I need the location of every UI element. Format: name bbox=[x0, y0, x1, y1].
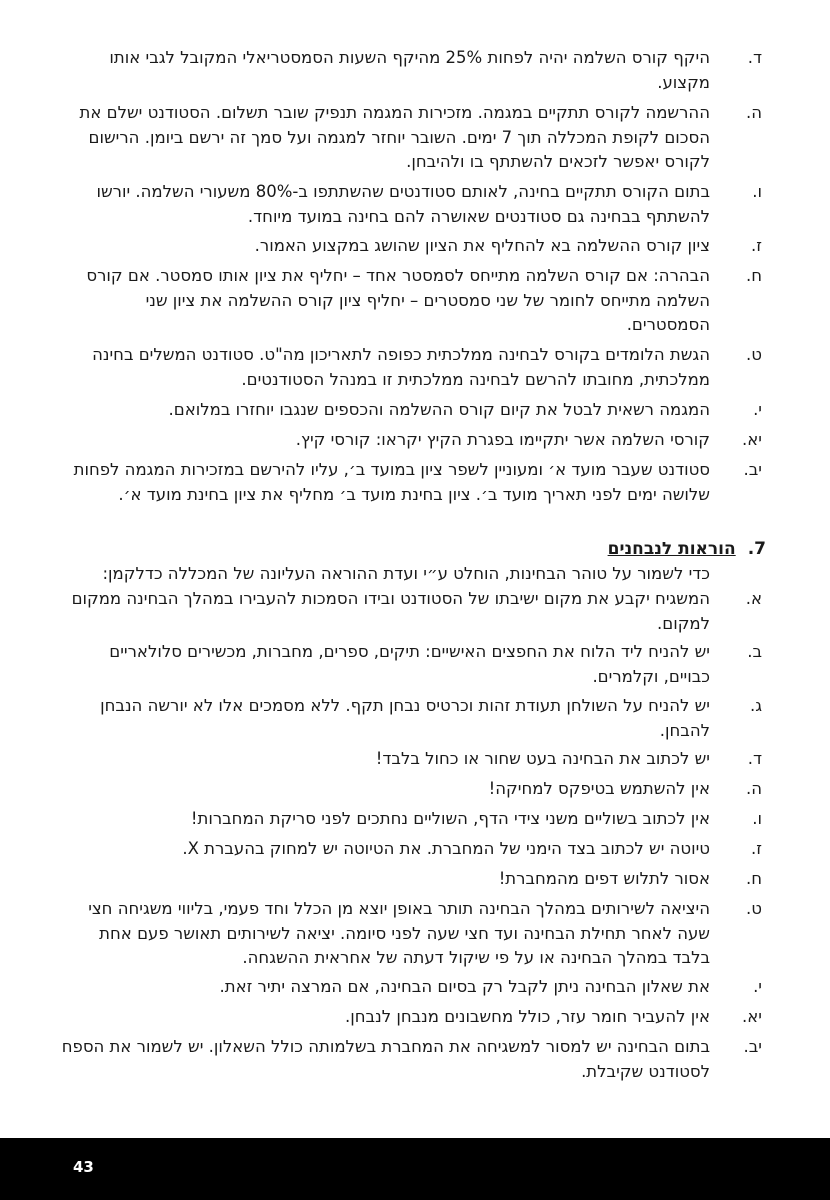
list-item bbox=[58, 180, 762, 229]
list-item-text: אין להעביר חומר עזר, כולל מחשבונים מנבחן לנבחן. bbox=[345, 1007, 710, 1026]
list-marker: ו. bbox=[752, 809, 762, 828]
list-marker: ו. bbox=[752, 182, 762, 201]
list-item-text: הגשת הלומדים בקורס לבחינה ממלכתית כפופה לתאריכון מה"ט. סטודנט המשלים בחינה ממלכתית, מחובתו להרשם לבחינה ממלכתית זו במנהל הסטודנטים. bbox=[92, 345, 710, 389]
list-marker: ב. bbox=[747, 642, 762, 661]
list-item-text: סטודנט שעבר מועד א׳ ומעוניין לשפר ציון במועד ב׳, עליו להירשם במזכירות המגמה לפחות שלושה ימים לפני תאריך מועד ב׳. ציון בחינת מועד ב׳ מחליף את ציון בחינת מועד א׳. bbox=[73, 460, 710, 504]
list-marker: ה. bbox=[745, 103, 762, 122]
list-item-text: היקף קורס השלמה יהיה לפחות 25% מהיקף השעות הסמסטריאלי המקובל לגבי אותו מקצוע. bbox=[109, 48, 710, 92]
list-marker: י. bbox=[753, 977, 762, 996]
list-marker: יב. bbox=[743, 1037, 762, 1056]
list-item-text: הבהרה: אם קורס השלמה מתייחס לסמסטר אחד – יחליף את ציון אותו סמסטר. אם קורס השלמה מתייחס לחומר של שני סמסטרים – יחליף ציון קורס ההשלמה את ציון שני הסמסטרים. bbox=[86, 266, 710, 334]
list-item bbox=[58, 343, 762, 392]
section-number: 7. bbox=[747, 539, 766, 559]
list-item bbox=[58, 398, 762, 423]
list-item bbox=[58, 1005, 762, 1030]
list-marker: ז. bbox=[751, 839, 762, 858]
list-marker: יב. bbox=[743, 460, 762, 479]
list-item bbox=[58, 587, 762, 636]
list-item-text: אין להשתמש בטיפקס למחיקה! bbox=[488, 779, 710, 798]
list-item-text: קורסי השלמה אשר יתקיימו בפגרת הקיץ יקראו: קורסי קיץ. bbox=[295, 430, 710, 449]
list-marker: יא. bbox=[742, 430, 762, 449]
list-item bbox=[58, 101, 762, 175]
page-number: 43 bbox=[73, 1158, 94, 1176]
list-item-text: אסור לתלוש דפים מהמחברת! bbox=[498, 869, 710, 888]
list-item-text: ההרשמה לקורס תתקיים במגמה. מזכירות המגמה תנפיק שובר תשלום. הסטודנט ישלם את הסכום לקופת המכללה תוך 7 ימים. השובר יוחזר למגמה ועל סמך זה ירשם ביומן. הרישום לקורס יאפשר לזכאים להשתתף בו ולהיבחן. bbox=[79, 103, 710, 171]
list-item-text: את שאלון הבחינה ניתן לקבל רק בסיום הבחינה, אם המרצה יתיר זאת. bbox=[219, 977, 710, 996]
list-marker: ד. bbox=[747, 48, 762, 67]
list-item bbox=[58, 777, 762, 802]
list-marker: יא. bbox=[742, 1007, 762, 1026]
list-marker: י. bbox=[753, 400, 762, 419]
list-item-text: היציאה לשירותים במהלך הבחינה תותר באופן יוצא מן הכלל וחד פעמי, בליווי משגיחה חצי שעה לאחר תחילת הבחינה ועד חצי שעה לפני סיומה. יציאה לשירותים תאושר פעם אחת בלבד במהלך הבחינה או על פי שיקול דעתה של אחראית ההשגחה. bbox=[88, 899, 710, 967]
list-item bbox=[58, 837, 762, 862]
list-item-text: אין לכתוב בשוליים משני צידי הדף, השוליים נחתכים לפני סריקת המחברות! bbox=[190, 809, 710, 828]
list-item-text: בתום הקורס תתקיים בחינה, לאותם סטודנטים שהשתתפו ב-80% משעורי השלמה. יורשו להשתתף בבחינה גם סטודנטים שאושרה להם בחינה במועד מיוחד. bbox=[96, 182, 710, 226]
list-item bbox=[58, 458, 762, 507]
section-heading bbox=[608, 537, 766, 561]
list-item bbox=[58, 694, 762, 743]
section-intro: כדי לשמור על טוהר הבחינות, הוחלט ע״י ועדת ההוראה העליונה של המכללה כדלקמן: bbox=[102, 564, 710, 583]
list-item bbox=[58, 234, 762, 259]
list-marker: ג. bbox=[749, 696, 762, 715]
list-item-text: ציון קורס ההשלמה בא להחליף את הציון שהושג במקצוע האמור. bbox=[254, 236, 710, 255]
list-item bbox=[58, 640, 762, 689]
list-item-text: יש להניח ליד הלוח את החפצים האישיים: תיקים, ספרים, מחברות, מכשירים סלולאריים כבויים, וקלמרים. bbox=[109, 642, 710, 686]
list-marker: ח. bbox=[745, 869, 762, 888]
list-item bbox=[58, 807, 762, 832]
section-title: הוראות לנבחנים bbox=[607, 539, 736, 559]
page-footer bbox=[0, 1138, 830, 1200]
list-item-text: בתום הבחינה יש למסור למשגיחה את המחברת בשלמותה כולל השאלון. יש לשמור את הספח לסטודנט שקיבלת. bbox=[61, 1037, 710, 1081]
list-item-text: יש לכתוב את הבחינה בעט שחור או כחול בלבד! bbox=[375, 749, 710, 768]
list-item-text: יש להניח על השולחן תעודת זהות וכרטיס נבחן תקף. ללא מסמכים אלו לא יורשה הנבחן להבחן. bbox=[100, 696, 710, 740]
list-item bbox=[58, 1035, 762, 1084]
list-marker: ט. bbox=[746, 345, 762, 364]
list-item bbox=[58, 46, 762, 95]
list-marker: א. bbox=[745, 589, 762, 608]
list-item-text: המגמה רשאית לבטל את קיום קורס ההשלמה והכספים שנגבו יוחזרו במלואם. bbox=[168, 400, 710, 419]
list-marker: ה. bbox=[745, 779, 762, 798]
list-item bbox=[58, 897, 762, 971]
list-item bbox=[58, 975, 762, 1000]
list-item bbox=[58, 867, 762, 892]
list-marker: ט. bbox=[746, 899, 762, 918]
list-item-text: טיוטה יש לכתוב בצד הימני של המחברת. את הטיוטה יש למחוק בהעברת X. bbox=[182, 839, 710, 858]
list-item bbox=[58, 747, 762, 772]
list-item-text: המשגיח יקבע את מקום ישיבתו של הסטודנט ובידו הסמכות להעבירו במהלך הבחינה ממקום למקום. bbox=[71, 589, 710, 633]
list-marker: ד. bbox=[747, 749, 762, 768]
list-marker: ח. bbox=[745, 266, 762, 285]
list-item bbox=[58, 264, 762, 338]
list-item bbox=[58, 428, 762, 453]
list-marker: ז. bbox=[751, 236, 762, 255]
